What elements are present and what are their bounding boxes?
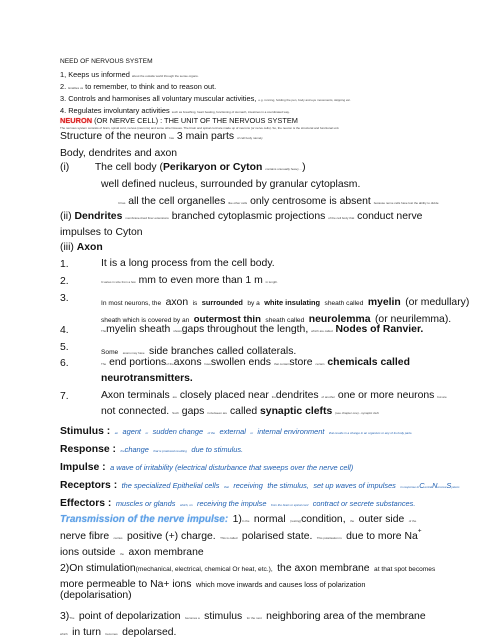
axon-item-2: It varies in size from a few mm to even more than 1 m in length. [101,275,278,286]
axon-item-7-continued: not connected. Such gaps in-between are called synaptic clefts (see chapter one) - synaptic cleft [101,406,379,417]
axon-item-1: It is a long process from the cell body. [101,258,275,269]
organelles-line: It has all the cell organelles like other cells only centrosome is absent because nerve cells have lost the ability to divide [118,196,439,207]
axon-item-4-number: 4. [60,325,69,336]
transmission-line-3: ions outside the axon membrane [60,547,204,558]
transmission-line-1: Transmission of the nerve impulse: 1)In the normal (resting)condition, the outer side of the [60,514,417,525]
structure-line: Structure of the neuron has 3 main parts of cell body namely [60,131,263,142]
response-definition: Response : thechange that is produced resulting due to stimulus. [60,444,244,455]
cell-body-line: (i) The cell body (Perikaryon or Cyton contains unusually heavy ...) [60,162,306,173]
neuron-heading: NEURON (OR NERVE CELL) : THE UNIT OF THE NERVOUS SYSTEM [60,116,298,125]
axon-item-7: Axon terminals are closely placed near thedendrites of another one or more neurons but are [101,390,447,401]
stimulus-definition: Stimulus : an agent or sudden change of the external or internal environment that results in a change in an organism or any of its body parts. [60,426,413,437]
axon-item-7-number: 7. [60,391,69,402]
axon-heading: (iii) Axon [60,242,103,253]
axon-item-3-continued: sheath which is covered by an outermost thin sheath called neurolemma (or neurilemma). [101,314,452,325]
effectors-definition: Effectors : muscles or glands which, on receiving the impulse from the brain or spinal cord contract or secrete substances. [60,498,416,509]
axon-item-6-continued: neurotransmitters. [101,373,193,384]
need-heading: NEED OF NERVOUS SYSTEM [60,58,153,65]
need-item-1: 1, Keeps us informed about the outside world through the sense organs. [60,70,199,79]
axon-item-6-number: 6. [60,358,69,369]
transmission-line-2: nerve fibre carries positive (+) charge. This is called polarised state. This polarisation is due to more Na+ [60,527,422,542]
transmission-line-6: (depolarisation) [60,590,132,601]
dendrites-line: (ii) Dendrites membrane-lined finer extensions branched cytoplasmic projections of the cell body that conduct nerve [60,211,423,222]
axon-item-3: In most neurons, the axon is surrounded by a white insulating sheath called myelin (or medullary) [101,297,470,308]
transmission-line-5: more permeable to Na+ ions which move inwards and causes loss of polarization [60,579,366,590]
impulse-definition: Impulse : a wave of irritability (electrical disturbance that sweeps over the nerve cell) [60,462,354,473]
transmission-line-7: 3)The point of depolarization becomes a stimulus for the next neighboring area of the membrane [60,611,426,622]
need-item-2: 2. Enables us to remember, to think and to reason out. [60,82,217,91]
need-item-4: 4. Regulates involuntary activities such as breathing, heart beating, functioning of stomach, intestines in a coordinated way. [60,106,290,115]
need-item-3: 3. Controls and harmonises all voluntary muscular activities, e.g. running, holding the pen, body and eye movements, skipping etc. [60,94,351,103]
axon-item-5: Some axons may have side branches called collaterals. [101,346,297,357]
transmission-line-8: which in turn becomes depolarsed. [60,627,177,638]
dendrites-continued: impulses to Cyton [60,227,143,238]
axon-item-5-number: 5. [60,342,69,353]
transmission-line-4: 2)On stimulation(mechanical, electrical, chemical Or heat, etc.), the axon membrane at that spot becomes [60,563,436,574]
axon-item-1-number: 1. [60,259,69,270]
parts-line: Body, dendrites and axon [60,148,178,159]
axon-item-4: Themyelin sheath showsgaps throughout the length, which are called Nodes of Ranvier. [101,324,424,335]
axon-item-3-number: 3. [60,293,69,304]
neuron-description: The nervous system consists of brain, spinal cord, nerves (neurons) and some other tissues. The brain and spinal cord are made up of neurons (or nerve cells). So, the neuron is the structural and functional unit. [60,126,340,130]
axon-item-6: The end portionsof theaxons haveswollen ends that containstore certain chemicals called [101,357,410,368]
axon-item-2-number: 2. [60,276,69,287]
nucleus-line: well defined nucleus, surrounded by granular cytoplasm. [101,179,361,190]
receptors-definition: Receptors : the specialized Epithelial cells that receiving the stimulus, set up waves of impulses in response toCentralNervousSystem [60,480,460,491]
